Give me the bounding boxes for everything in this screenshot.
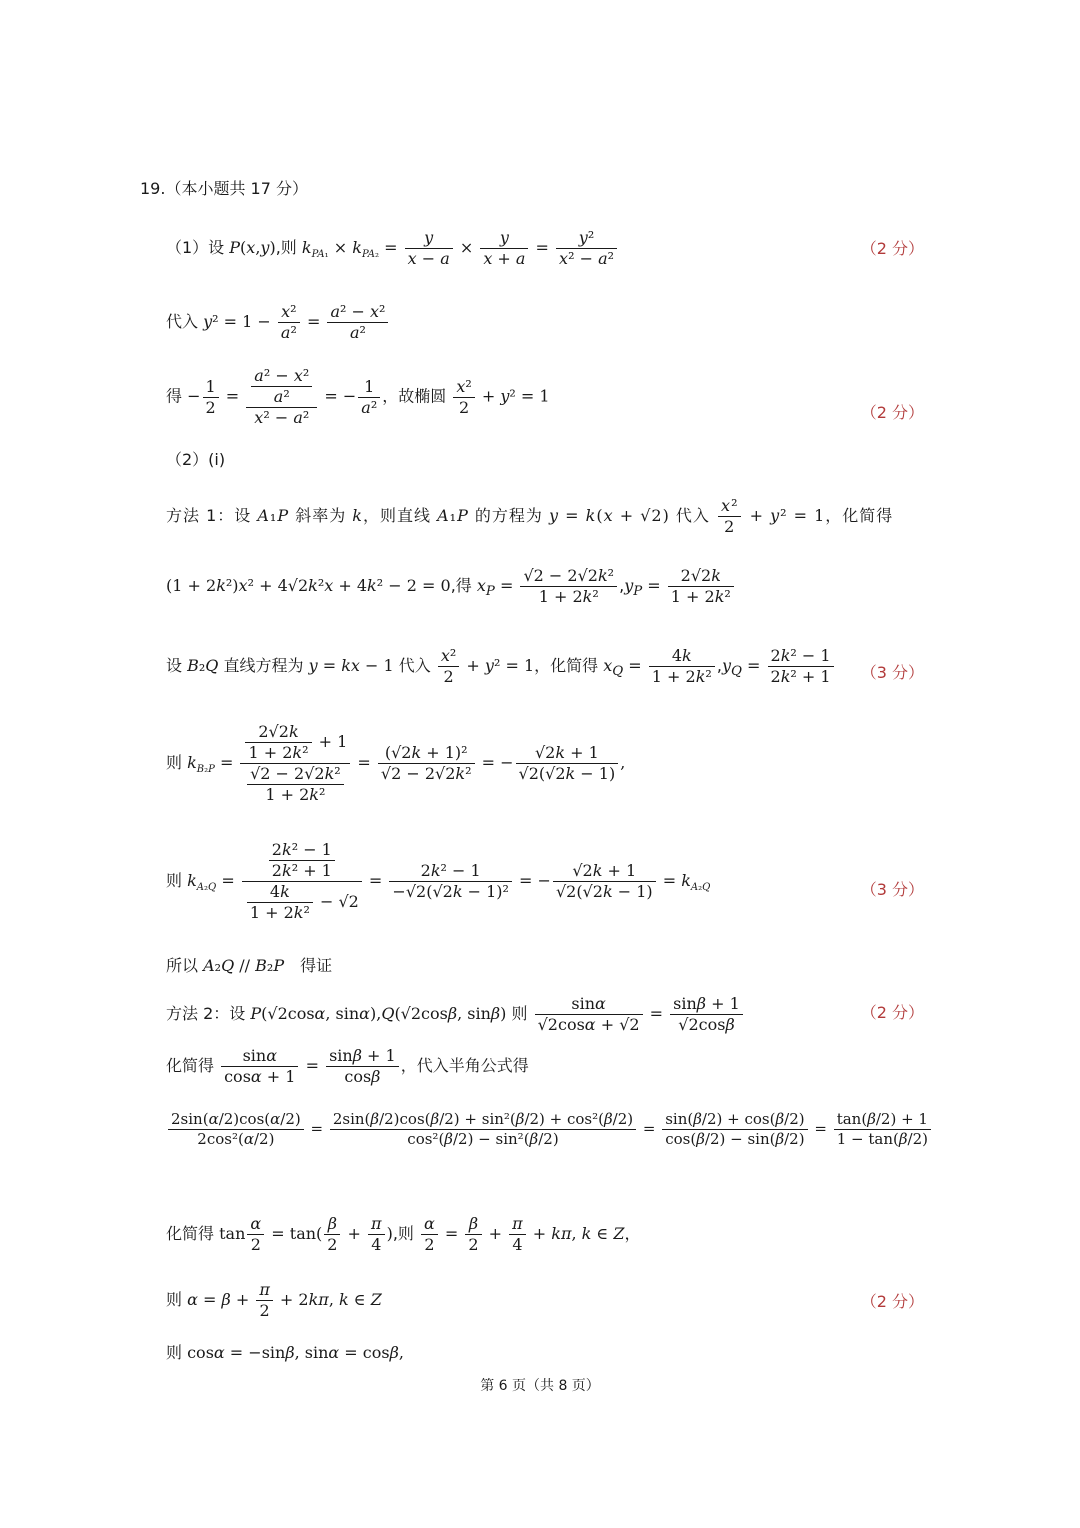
line-6: (1 + 2k²)x² + 4√2k²x + 4k² − 2 = 0,得 $x_P$ = $\frac{\text{√2 − 2√2k²}}{\text{1 + 2k²}}$ $,y_P$ = $\frac{2√2k}{\text{1 + 2k²}}$ bbox=[166, 566, 1080, 607]
line-9: 则 $k_{A_2Q}$ = $\frac{\text{2k² − 1}}{\text{2k² + 1}}$ $\frac{4k}{\text{1 + 2k²}}$ − √2 = $\frac{\text{2k² − 1}}{\text{−√2(√2k − 1)²}}$ = − $\frac{√2k + 1}{√2(√2k - 1)}$ = $k_{A_2Q}$ bbox=[166, 840, 711, 922]
score-7: （3 分） bbox=[860, 663, 924, 682]
score-3: （2 分） bbox=[860, 403, 924, 422]
line-2: 代入 y² = 1 − $\frac{\text{x²}}{\text{a²}}$ = $\frac{\text{a² − x²}}{\text{a²}}$ bbox=[166, 302, 1080, 343]
line-16: 则 cosα = −sinβ, sinα = cosβ, bbox=[166, 1343, 404, 1362]
page-number: 第 6 页（共 8 页） bbox=[480, 1378, 600, 1394]
line-15: 则 α = β + $\frac{\pi}{2}$ + 2kπ, k ∈ Z bbox=[166, 1280, 382, 1320]
line-3: 得 − $\frac{1}{2}$ = $\frac{\frac{\text{a² − x²}}{\text{a²}}}{\text{x² − a²}}$ = − $\frac{1}{\text{a²}}$ ，故椭圆 $\frac{\text{x²}}{2}$ + y² = 1 bbox=[166, 366, 550, 427]
line-5: 方法 1：设 A₁P 斜率为 k，则直线 A₁P 的方程为 y = k(x + √2) 代入 $\frac{\text{x²}}{2}$ + y² = 1，化简得 bbox=[166, 496, 894, 536]
score-11: （2 分） bbox=[860, 1003, 924, 1022]
score-15: （2 分） bbox=[860, 1292, 924, 1311]
line-4: （2）(i) bbox=[166, 450, 226, 469]
line-12: 化简得 $\frac{\sin\alpha}{\cos\alpha + 1}$ = $\frac{\sin\beta + 1}{\cos\beta}$ ，代入半角公式得 bbox=[166, 1046, 529, 1086]
line-7: 设 B₂Q 直线方程为 y = kx − 1 代入 $\frac{\text{x²}}{2}$ + y² = 1，化简得 $x_Q$ = $\frac{4k}{\text{1 + 2k²}}$ $,y_Q$ = $\frac{\text{2k² − 1}}{\text{2k² + 1}}$ bbox=[166, 646, 1080, 687]
line-13: $\frac{2\sin(\alpha/2)\cos(\alpha/2)}{\text{2cos²(α/2)}}$ = $\frac{\text{2sin(β/2)cos(β/2) + sin²(β/2) + cos²(β/2)}}{\text{cos²(β/2) − sin²(β/2)}}$ = $\frac{\sin(\beta/2) + \cos(\beta/2)}{\cos(\beta/2) - \sin(\beta/2)}$ = $\frac{\tan(\beta/2) + 1}{1 - \tan(\beta/2)}$ bbox=[166, 1110, 1080, 1149]
score-9: （3 分） bbox=[860, 880, 924, 899]
problem-header: 19.（本小题共 17 分） bbox=[140, 179, 308, 198]
line-8: 则 $k_{B_2P}$ = $\frac{2√2k}{\text{1 + 2k²}}$ + 1 $\frac{\text{√2 − 2√2k²}}{\text{1 + 2k²}}$ = $\frac{\text{(√2k + 1)²}}{\text{√2 − 2√2k²}}$ = − $\frac{√2k + 1}{√2(√2k - 1)}$ , bbox=[166, 722, 626, 804]
line-10: 所以 A₂Q // B₂P 得证 bbox=[166, 956, 333, 975]
score-1: （2 分） bbox=[860, 239, 924, 258]
line-11: 方法 2：设 P(√2cosα, sinα),Q(√2cosβ, sinβ) 则 $\frac{\sin\alpha}{√2\cos\alpha + √2}$ = $\frac{\sin\beta + 1}{√2\cos\beta}$ bbox=[166, 994, 1080, 1035]
line-1: （1）设 P(x,y),则 $k_{PA_1} \times k_{PA_2}$ = $\frac{y}{x - a}$ × $\frac{y}{x + a}$ = $\frac{\text{y²}}{\text{x² − a²}}$ bbox=[166, 228, 1080, 269]
line-14: 化简得 tan $\frac{\alpha}{2}$ = tan( $\frac{\beta}{2}$ + $\frac{\pi}{4}$ ),则 $\frac{\alpha}{2}$ = $\frac{\beta}{2}$ + $\frac{\pi}{4}$ + kπ, k ∈ Z， bbox=[166, 1214, 641, 1254]
